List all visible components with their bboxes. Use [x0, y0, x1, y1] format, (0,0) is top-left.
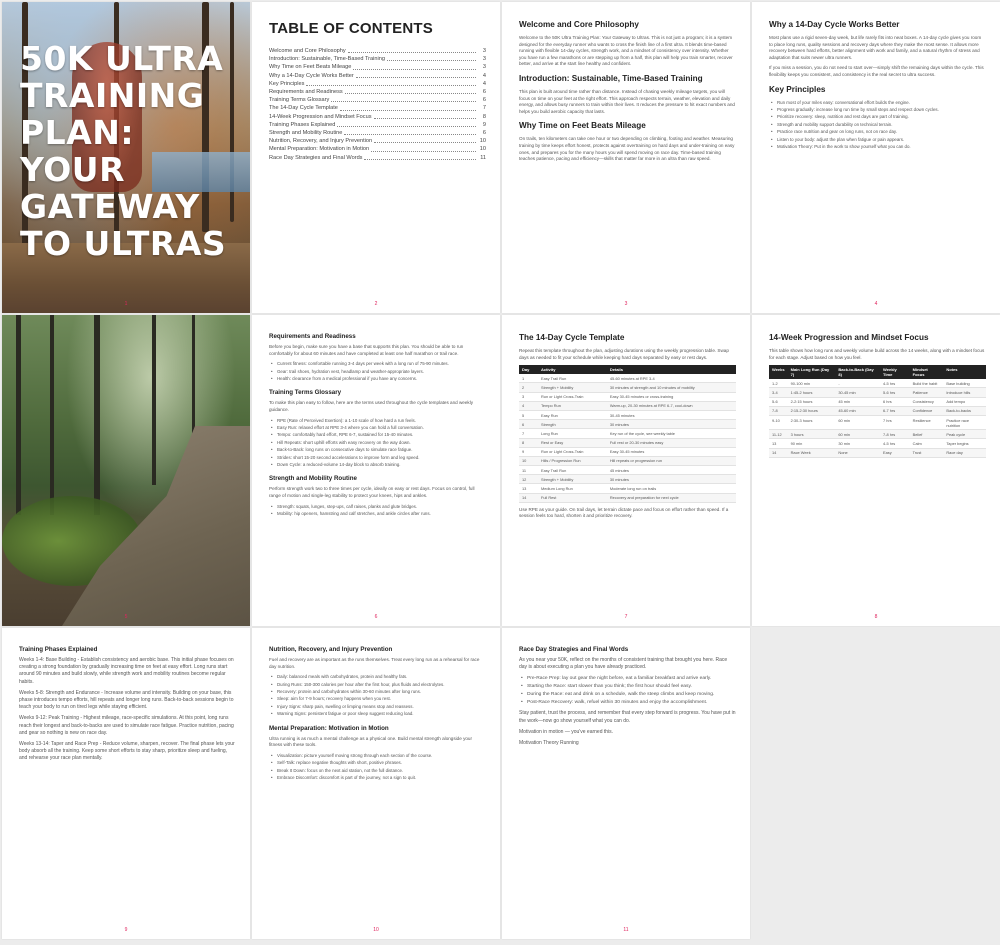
toc-entry-title: Introduction: Sustainable, Time-Based Training	[269, 56, 385, 63]
table-row	[519, 475, 736, 484]
table-cell: Easy 30-45 minutes	[607, 447, 736, 456]
list-item: • Break It Down: focus on the next aid station, not the full distance.	[269, 768, 486, 774]
toc-entry-title: Strength and Mobility Routine	[269, 130, 343, 137]
table-row	[519, 374, 736, 383]
toc-entry-page: 10	[479, 138, 486, 145]
table-cell: Key run of the cycle, see weekly table	[607, 429, 736, 438]
table-cell: 8	[519, 438, 538, 447]
list-item: • Progress gradually: increase long run time by small steps and respect down cycles.	[769, 107, 986, 113]
toc-leader	[340, 104, 476, 110]
table-cell: 5	[519, 410, 538, 419]
table-cell: Belief	[910, 430, 944, 439]
paragraph: This plan is built around time rather than distance. Instead of chasing weekly mileage targets, you will focus on time on your feet at the right effort. This approach respects terrain, weather, elevation and daily energy, and allows busy runners to train within their lives. It reduces the pressure to hit exact numbers and helps you build aerobic capacity that lasts.	[519, 88, 735, 114]
list-item: • Motivation Theory: Put in the work to show yourself what you can do.	[769, 144, 986, 150]
paragraph: Before you begin, make sure you have a base that supports this plan. You should be able to run comfortably for about 60 minutes and have completed at least one half marathon or trail race.	[269, 344, 464, 356]
list-item: • Warning Signs: persistent fatigue or poor sleep suggest reducing load.	[269, 711, 486, 717]
table-cell: Easy Run	[538, 410, 607, 419]
toc-entry[interactable]	[269, 121, 486, 129]
section-heading: Strength and Mobility Routine	[269, 475, 357, 483]
table-header-cell: Notes	[943, 365, 986, 379]
table-cell: Warm-up, 20-30 minutes at RPE 6-7, cool-down	[607, 401, 736, 410]
paragraph: Weeks 9-12: Peak Training - Highest mileage, race-specific simulations. At this point, long runs reach their longest and back-to-backs are used to simulate race fatigue. Practice nutrition, pacing and gear so nothing is new on race day.	[19, 715, 234, 736]
table-header-cell: Day	[519, 365, 538, 374]
list-item: • Back-to-Back: long runs on consecutive days to simulate race fatigue.	[269, 447, 486, 453]
list-item: • Prioritize recovery: sleep, nutrition and rest days are part of training.	[769, 114, 986, 120]
table-row	[519, 392, 736, 401]
paragraph: Fuel and recovery are as important as the runs themselves. Treat every long run as a rehearsal for race day nutrition.	[269, 657, 480, 669]
table-header-cell: Activity	[538, 365, 607, 374]
table-header-cell: Weeks	[769, 365, 788, 379]
toc-leader	[364, 154, 476, 160]
table-cell: 2:15-2:30 hours	[788, 406, 836, 415]
table-cell: 30 minutes of strength and 10 minutes of mobility	[607, 383, 736, 392]
progression-table	[769, 365, 986, 458]
terms-list	[269, 418, 486, 469]
page-number: 10	[373, 927, 379, 933]
table-cell: Taper begins	[943, 439, 986, 448]
table-cell: Moderate long run on trails	[607, 484, 736, 493]
section-heading: Key Principles	[769, 84, 826, 94]
table-cell: 60 min	[835, 415, 880, 429]
table-row	[519, 447, 736, 456]
cycle-template-page	[502, 315, 750, 626]
toc-entry-title: Nutrition, Recovery, and Injury Prevention	[269, 138, 373, 145]
table-cell: None	[835, 448, 880, 457]
list-item: • Health: clearance from a medical professional if you have any concerns.	[269, 376, 486, 382]
table-cell: 7	[519, 429, 538, 438]
toc-entry-title: Requirements and Readiness	[269, 89, 343, 96]
paragraph: Weeks 5-8: Strength and Endurance - Increase volume and intensity. Building on your base, this phase introduces tempo efforts, hill repeats and longer long runs. Back-to-back sessions begin to teach your body to run on tired legs while staying efficient.	[19, 689, 234, 711]
table-cell: 3	[519, 392, 538, 401]
table-cell: 1	[519, 374, 538, 383]
table-header-cell: Details	[607, 365, 736, 374]
toc-entry[interactable]	[269, 104, 486, 112]
table-cell: 9-10	[769, 415, 788, 429]
toc-entry[interactable]	[269, 55, 486, 63]
list-item: • RPE (Rate of Perceived Exertion): a 1-10 scale of how hard a run feels.	[269, 418, 486, 424]
section-heading: Nutrition, Recovery, and Injury Prevention	[269, 646, 393, 653]
table-cell: Patience	[910, 388, 944, 397]
toc-entry-title: Key Principles	[269, 80, 305, 87]
paragraph: Ultra running is as much a mental challenge as a physical one. Build mental strength alongside your fitness with these tools.	[269, 735, 473, 748]
table-cell: Tempo Run	[538, 401, 607, 410]
toc-entry-page: 8	[482, 113, 486, 120]
table-cell: 5-6 hrs	[880, 388, 910, 397]
table-cell: 6 hrs	[880, 397, 910, 406]
toc-entry-page: 4	[482, 72, 486, 79]
table-row	[769, 448, 986, 457]
list-item: • Practice race nutrition and gear on long runs, not on race day.	[769, 129, 986, 135]
table-row	[519, 410, 736, 419]
table-cell: Build the habit	[910, 379, 944, 388]
table-row	[769, 439, 986, 448]
list-item: • During Runs: 150-300 calories per hour after the first hour, plus fluids and electrolytes.	[269, 682, 486, 688]
table-row	[519, 456, 736, 465]
sign-off: Motivation Theory Running	[519, 740, 579, 747]
strength-list	[269, 504, 486, 518]
section-heading: Requirements and Readiness	[269, 333, 356, 340]
table-cell: Strength + Mobility	[538, 383, 607, 392]
list-item: • Self-Talk: replace negative thoughts with short, positive phrases.	[269, 760, 486, 766]
table-cell: 13	[519, 484, 538, 493]
section-heading: The 14-Day Cycle Template	[519, 333, 625, 342]
page-number: 6	[374, 614, 378, 620]
toc-entry[interactable]	[269, 129, 486, 137]
why-14-day-page	[752, 2, 1000, 313]
race-day-page	[502, 628, 750, 939]
toc-entry-title: Training Terms Glossary	[269, 97, 330, 104]
toc-entry-page: 6	[482, 89, 486, 96]
toc-entry-page: 3	[482, 64, 486, 71]
toc-entry[interactable]	[269, 145, 486, 153]
toc-entry[interactable]	[269, 88, 486, 96]
table-row	[769, 388, 986, 397]
table-cell: 10	[519, 456, 538, 465]
list-item: • Current fitness: comfortable running 3-4 days per week with a long run of 75-90 minutes.	[269, 361, 486, 367]
principles-list	[769, 100, 986, 151]
table-cell: 30 min	[835, 439, 880, 448]
toc-entry-title: Why a 14-Day Cycle Works Better	[269, 72, 354, 79]
table-cell: Recovery and preparation for next cycle	[607, 493, 736, 502]
table-cell: Medium Long Run	[538, 484, 607, 493]
table-cell: 7-8 hrs	[880, 430, 910, 439]
table-cell: Race day	[943, 448, 986, 457]
paragraph: This table shows how long runs and weekly volume build across the 14 weeks, along with a mindset focus for each stage. Adjust based on how you feel.	[769, 348, 985, 360]
page-number: 3	[624, 301, 628, 307]
table-cell: Add tempo	[943, 397, 986, 406]
table-cell: 14	[519, 493, 538, 502]
table-cell: 45 min	[835, 397, 880, 406]
toc-list	[269, 47, 486, 162]
table-cell: Full Rest	[538, 493, 607, 502]
table-cell: Race Week	[788, 448, 836, 457]
nutrition-list	[269, 674, 486, 717]
table-cell: Resilience	[910, 415, 944, 429]
toc-entry-title: Race Day Strategies and Final Words	[269, 154, 363, 161]
table-cell: 1-2	[769, 379, 788, 388]
table-cell: Trust	[910, 448, 944, 457]
toc-entry-title: Mental Preparation: Motivation in Motion	[269, 146, 370, 153]
list-item: • Injury Signs: sharp pain, swelling or limping means stop and reassess.	[269, 704, 486, 710]
paragraph: Most plans use a rigid seven-day week, but life rarely fits into neat boxes. A 14-day cycle gives you room to place long runs, quality sessions and recovery days where they make the most sense. It allows more recovery between hard efforts, better alignment with work and family, and a natural rhythm of stress and adaptation that suits newer ultra runners.	[769, 35, 982, 60]
toc-entry-page: 3	[482, 48, 486, 54]
toc-entry-title: 14-Week Progression and Mindset Focus	[269, 113, 372, 120]
table-cell: Easy Trail Run	[538, 374, 607, 383]
toc-entry-title: Why Time on Feet Beats Mileage	[269, 64, 352, 71]
table-cell: 6	[519, 420, 538, 429]
cover-title: 50K ULTRA TRAINING PLAN: YOUR GATEWAY TO ULTRAS	[20, 39, 227, 263]
toc-leader	[356, 72, 476, 78]
nutrition-page	[252, 628, 500, 939]
table-cell: Run or Light Cross-Train	[538, 392, 607, 401]
table-cell: 11-12	[769, 430, 788, 439]
empty-slot	[752, 628, 1000, 939]
table-header-row	[519, 365, 736, 374]
list-item: • Strength: squats, lunges, step-ups, calf raises, planks and glute bridges.	[269, 504, 486, 510]
table-cell: Easy	[880, 448, 910, 457]
table-header-cell: Mindset Focus	[910, 365, 944, 379]
table-cell: 30-45 min	[835, 388, 880, 397]
mental-list	[269, 753, 486, 782]
toc-leader	[353, 63, 476, 69]
race-list	[519, 675, 736, 706]
paragraph: As you near your 50K, reflect on the months of consistent training that brought you here. Race day is about executing a plan you have already practiced.	[519, 657, 728, 671]
toc-entry-page: 3	[482, 56, 486, 63]
table-cell: 90 min	[788, 439, 836, 448]
list-item: • Embrace Discomfort: discomfort is part of the journey, not a sign to quit.	[269, 775, 486, 781]
toc-entry[interactable]	[269, 96, 486, 104]
paragraph: Welcome to the 50K Ultra Training Plan: Your Gateway to Ultras. This is not just a program; it is a system designed for the everyday runner who wants to cross the finish line of a first ultra. It blends time-based running with flexible 14-day cycles, strength work, and a mindset of consistency over intensity. Whether you have run a few marathons or are stepping up from a half, this plan will help you train smarter, recover better, and arrive at the start line healthy and confident.	[519, 35, 733, 67]
requirements-page	[252, 315, 500, 626]
toc-entry-page: 11	[480, 154, 486, 161]
tree-trunk	[50, 315, 54, 515]
forest-photo-page	[2, 315, 250, 626]
list-item: • Recovery: protein and carbohydrates within 30-60 minutes after long runs.	[269, 689, 486, 695]
table-cell: 9	[519, 447, 538, 456]
paragraph: On trails, ten kilometers can take one hour or two depending on climbing, footing and weather. Measuring training by time keeps effort honest, protects against overtraining on hard days and under-training on easy ones, and prepares you for the many hours you will spend moving on race day. Time-based training teaches patience, pacing and efficiency—skills that matter far more in an ultra than raw speed.	[519, 136, 735, 162]
toc-entry[interactable]	[269, 80, 486, 88]
table-cell: 2	[519, 383, 538, 392]
table-cell: 7-8	[769, 406, 788, 415]
page-number: 11	[623, 927, 629, 933]
list-item: • Visualization: picture yourself moving strong through each section of the course.	[269, 753, 486, 759]
toc-entry[interactable]	[269, 137, 486, 145]
table-cell: -	[835, 379, 880, 388]
section-heading: Training Terms Glossary	[269, 389, 342, 397]
table-cell: Back-to-backs	[943, 406, 986, 415]
table-cell: Hill repeats or progression run	[607, 456, 736, 465]
toc-leader	[337, 121, 476, 127]
section-heading: Training Phases Explained	[19, 646, 98, 653]
paragraph: Weeks 13-14: Taper and Race Prep - Reduce volume, sharpen, recover. The final phase lets your body absorb all the training. Keep some short efforts to stay sharp, prioritize sleep and fueling, and rehearse your race plan mentally.	[19, 741, 235, 762]
toc-entry[interactable]	[269, 47, 486, 55]
paragraph: To make this plan easy to follow, here are the terms used throughout the cycle templates and weekly guidance.	[269, 400, 474, 412]
toc-entry-page: 6	[482, 130, 486, 137]
toc-leader	[374, 137, 476, 143]
toc-entry-page: 4	[482, 80, 486, 87]
table-header-cell: Main Long Run (Day 7)	[788, 365, 836, 379]
table-header-row	[769, 365, 986, 379]
paragraph: Use RPE as your guide. On trail days, let terrain dictate pace and focus on effort rather than speed. If a session feels too hard, shorten it and prioritize recovery.	[519, 506, 729, 519]
table-row	[519, 484, 736, 493]
table-cell: Base building	[943, 379, 986, 388]
table-row	[519, 401, 736, 410]
table-cell: Confidence	[910, 406, 944, 415]
table-cell: 5-6	[769, 397, 788, 406]
toc-leader	[374, 113, 477, 119]
table-body	[769, 379, 986, 457]
table-cell: 30 minutes	[607, 475, 736, 484]
section-heading: Why Time on Feet Beats Mileage	[519, 121, 646, 131]
table-row	[519, 466, 736, 475]
table-cell: Rest or Easy	[538, 438, 607, 447]
toc-leader	[306, 80, 476, 86]
toc-entry-page: 9	[482, 121, 486, 128]
section-heading: 14-Week Progression and Mindset Focus	[769, 333, 929, 342]
page-number: 1	[124, 301, 128, 307]
table-row	[519, 429, 736, 438]
page-number: 2	[374, 301, 378, 307]
table-row	[769, 430, 986, 439]
welcome-page	[502, 2, 750, 313]
table-row	[769, 406, 986, 415]
toc-leader	[387, 55, 476, 61]
paragraph: Perform strength work two to three times per cycle, ideally on easy or rest days. Focus on control, full range of motion and single-leg stability to protect your knees, hips and ankles.	[269, 486, 475, 499]
section-heading: Mental Preparation: Motivation in Motion	[269, 724, 389, 732]
page-number: 9	[124, 927, 128, 933]
toc-leader	[348, 47, 476, 53]
list-item: • Hill Repeats: short uphill efforts with easy recovery on the way down.	[269, 440, 486, 446]
toc-entry-title: Welcome and Core Philosophy	[269, 48, 346, 54]
table-row	[519, 493, 736, 502]
table-cell: 14	[769, 448, 788, 457]
table-row	[519, 420, 736, 429]
table-cell: 4-5 hrs	[880, 379, 910, 388]
toc-entry[interactable]	[269, 113, 486, 121]
table-cell: Run or Light Cross-Train	[538, 447, 607, 456]
table-cell: Introduce hills	[943, 388, 986, 397]
cover-page	[2, 2, 250, 313]
table-header-cell: Back-to-Back (Day 8)	[835, 365, 880, 379]
page-number: 7	[624, 614, 628, 620]
paragraph: If you miss a session, you do not need to start over—simply shift the remaining days within the cycle. This flexibility keeps you consistent, and consistency is the real secret to ultra success.	[769, 65, 984, 77]
paragraph: Stay patient, trust the process, and remember that every step forward is progress. You have put in the work—now go show yourself what you can do.	[519, 710, 736, 724]
toc-entry-title: The 14-Day Cycle Template	[269, 105, 338, 112]
table-cell: Long Run	[538, 429, 607, 438]
table-row	[769, 397, 986, 406]
table-cell: Strength	[538, 420, 607, 429]
toc-entry-title: Training Phases Explained	[269, 121, 336, 128]
list-item: • Pre-Race Prep: lay out gear the night before, eat a familiar breakfast and arrive early.	[519, 675, 736, 682]
toc-entry-page: 6	[482, 97, 486, 104]
list-item: • During the Race: eat and drink on a schedule, walk the steep climbs and keep moving.	[519, 691, 736, 698]
table-cell: 12	[519, 475, 538, 484]
table-cell: 2-2:15 hours	[788, 397, 836, 406]
table-cell: Peak cycle	[943, 430, 986, 439]
table-cell: Easy Trail Run	[538, 466, 607, 475]
table-cell: 30-45 minutes	[607, 410, 736, 419]
table-row	[519, 438, 736, 447]
list-item: • Down Cycle: a reduced-volume 14-day block to absorb training.	[269, 462, 486, 468]
tree-trunk	[16, 315, 21, 515]
page-number: 4	[874, 301, 878, 307]
toc-leader	[371, 145, 476, 151]
table-cell: 3-4	[769, 388, 788, 397]
table-cell: Easy 30-45 minutes or cross-training	[607, 392, 736, 401]
table-cell: Strength + Mobility	[538, 475, 607, 484]
table-row	[769, 379, 986, 388]
table-header-cell: Weekly Time	[880, 365, 910, 379]
list-item: • Mobility: hip openers, hamstring and calf stretches, and ankle circles after runs.	[269, 511, 486, 517]
table-cell: Consistency	[910, 397, 944, 406]
toc-leader	[344, 129, 476, 135]
table-cell: 1:45-2 hours	[788, 388, 836, 397]
list-item: • Strength and mobility support durability on technical terrain.	[769, 122, 986, 128]
toc-leader	[345, 88, 476, 94]
table-cell: 4	[519, 401, 538, 410]
list-item: • Run most of your miles easy: conversational effort builds the engine.	[769, 100, 986, 106]
page-number: 5	[124, 614, 128, 620]
table-cell: 2:30-3 hours	[788, 415, 836, 429]
table-cell: 45-60 min	[835, 406, 880, 415]
toc-entry[interactable]	[269, 63, 486, 71]
table-row	[769, 415, 986, 429]
list-item: • Gear: trail shoes, hydration vest, headlamp and weather-appropriate layers.	[269, 369, 486, 375]
list-item: • Strides: short 15-20 second accelerations to improve form and leg speed.	[269, 455, 486, 461]
table-body	[519, 374, 736, 502]
table-cell: 11	[519, 466, 538, 475]
toc-entry-page: 7	[482, 105, 486, 112]
table-row	[519, 383, 736, 392]
list-item: • Starting the Race: start slower than you think; the first hour should feel easy.	[519, 683, 736, 690]
toc-entry[interactable]	[269, 154, 486, 162]
toc-entry-page: 10	[479, 146, 486, 153]
table-cell: Practice race nutrition	[943, 415, 986, 429]
requirements-list	[269, 361, 486, 382]
progression-page	[752, 315, 1000, 626]
paragraph: Repeat this template throughout the plan, adjusting durations using the weekly progression table. Swap days as needed to fit your schedule while keeping hard days separated by easy or rest days.	[519, 348, 729, 360]
list-item: • Tempo: comfortably hard effort, RPE 6-7, sustained for 15-40 minutes.	[269, 432, 486, 438]
list-item: • Post-Race Recovery: walk, refuel within 30 minutes and enjoy the accomplishment.	[519, 699, 736, 706]
toc-leader	[331, 96, 476, 102]
section-heading: Welcome and Core Philosophy	[519, 20, 639, 29]
table-cell: Hills / Progression Run	[538, 456, 607, 465]
table-cell: 3 hours	[788, 430, 836, 439]
toc-entry[interactable]	[269, 72, 486, 80]
list-item: • Easy Run: relaxed effort at RPE 3-4 where you can hold a full conversation.	[269, 425, 486, 431]
phases-page	[2, 628, 250, 939]
table-cell: 45-60 minutes at RPE 3-4	[607, 374, 736, 383]
list-item: • Listen to your body: adjust the plan when fatigue or pain appears.	[769, 137, 986, 143]
section-heading: Race Day Strategies and Final Words	[519, 646, 629, 653]
table-cell: 45 minutes	[607, 466, 736, 475]
section-heading: Introduction: Sustainable, Time-Based Training	[519, 73, 703, 83]
toc-heading: TABLE OF CONTENTS	[269, 20, 433, 37]
table-cell: Calm	[910, 439, 944, 448]
table-cell: 4-5 hrs	[880, 439, 910, 448]
sign-off: Motivation in motion — you've earned this.	[519, 728, 614, 735]
cycle-table	[519, 365, 736, 503]
table-cell: 30 minutes	[607, 420, 736, 429]
page-number: 8	[874, 614, 878, 620]
list-item: • Sleep: aim for 7-9 hours; recovery happens when you rest.	[269, 696, 486, 702]
list-item: • Daily: balanced meals with carbohydrates, protein and healthy fats.	[269, 674, 486, 680]
tree-trunk	[94, 315, 100, 515]
section-heading: Why a 14-Day Cycle Works Better	[769, 20, 900, 29]
paragraph: Weeks 1-4: Base Building - Establish consistency and aerobic base. This initial phase focuses on creating a strong foundation by gradually increasing time on feet at easy effort. Long runs start around 90 minutes and build slowly, while strength work and mobility routines become regular habits.	[19, 657, 234, 685]
table-cell: 60 min	[835, 430, 880, 439]
toc-page	[252, 2, 500, 313]
table-cell: 90-100 min	[788, 379, 836, 388]
table-cell: Full rest or 20-30 minutes easy	[607, 438, 736, 447]
table-cell: 6-7 hrs	[880, 406, 910, 415]
table-cell: 13	[769, 439, 788, 448]
tree-trunk	[152, 315, 156, 485]
table-cell: 7 hrs	[880, 415, 910, 429]
